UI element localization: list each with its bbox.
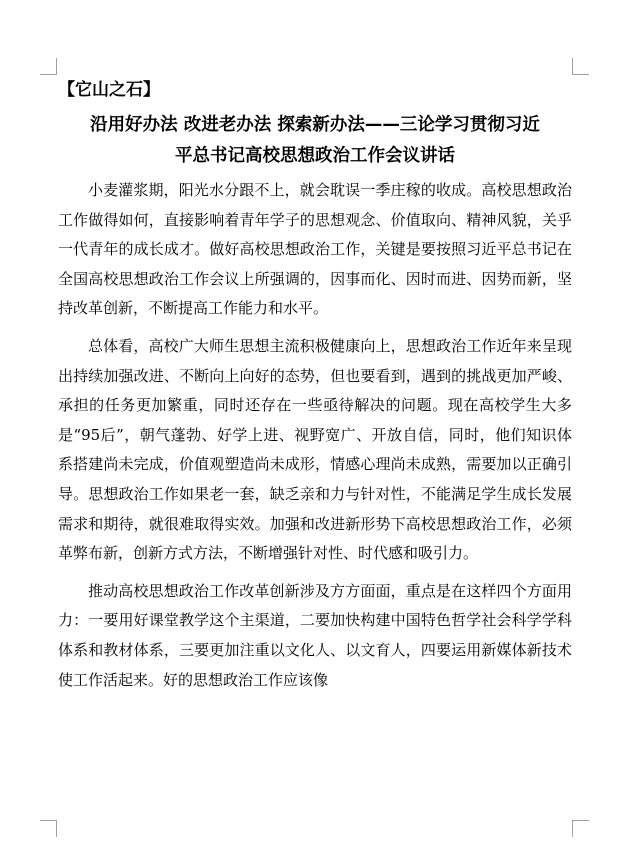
crop-mark-bottom-left (40, 820, 57, 837)
section-tag: 【它山之石】 (58, 80, 160, 100)
paragraph-2: 总体看，高校广大师生思想主流积极健康向上，思想政治工作近年来呈现出持续加强改进、不断向上向好的态势，但也要看到，遇到的挑战更加严峻、承担的任务更加繁重，同时还存在一些亟待解决的问题。现在高校学生大多是“95后”，朝气蓬勃、好学上进、视野宽广、开放自信，同时，他们知识体系搭建尚未完成，价值观塑造尚未成形，情感心理尚未成熟，需要加以正确引导。思想政治工作如果老一套，缺乏亲和力与针对性，不能满足学生成长发展需求和期待，就很难取得实效。加强和改进新形势下高校思想政治工作，必须革弊布新，创新方式方法，不断增强针对性、时代感和吸引力。 (58, 336, 572, 563)
article-title (58, 110, 572, 172)
paragraph-3: 推动高校思想政治工作改革创新涉及方方面面，重点是在这样四个方面用力：一要用好课堂教学这个主渠道，二要加快构建中国特色哲学社会科学学科体系和教材体系，三要更加注重以文化人、以文育人，四要运用新媒体新技术使工作活起来。好的思想政治工作应该像 (58, 581, 572, 689)
crop-mark-top-left (40, 58, 57, 75)
article-title-line-1: 沿用好办法 改进老办法 探索新办法——三论学习贯彻习近 (90, 115, 540, 135)
crop-mark-bottom-right (572, 820, 589, 837)
document-body[interactable] (58, 78, 572, 703)
article-title-line-2: 平总书记高校思想政治工作会议讲话 (175, 146, 455, 166)
paragraph-1: 小麦灌浆期，阳光水分跟不上，就会耽误一季庄稼的收成。高校思想政治工作做得如何，直接影响着青年学子的思想观念、价值取向、精神风貌，关乎一代青年的成长成才。做好高校思想政治工作，关键是要按照习近平总书记在全国高校思想政治工作会议上所强调的，因事而化、因时而进、因势而新，坚持改革创新，不断提高工作能力和水平。 (58, 181, 572, 318)
crop-mark-top-right (572, 58, 589, 75)
